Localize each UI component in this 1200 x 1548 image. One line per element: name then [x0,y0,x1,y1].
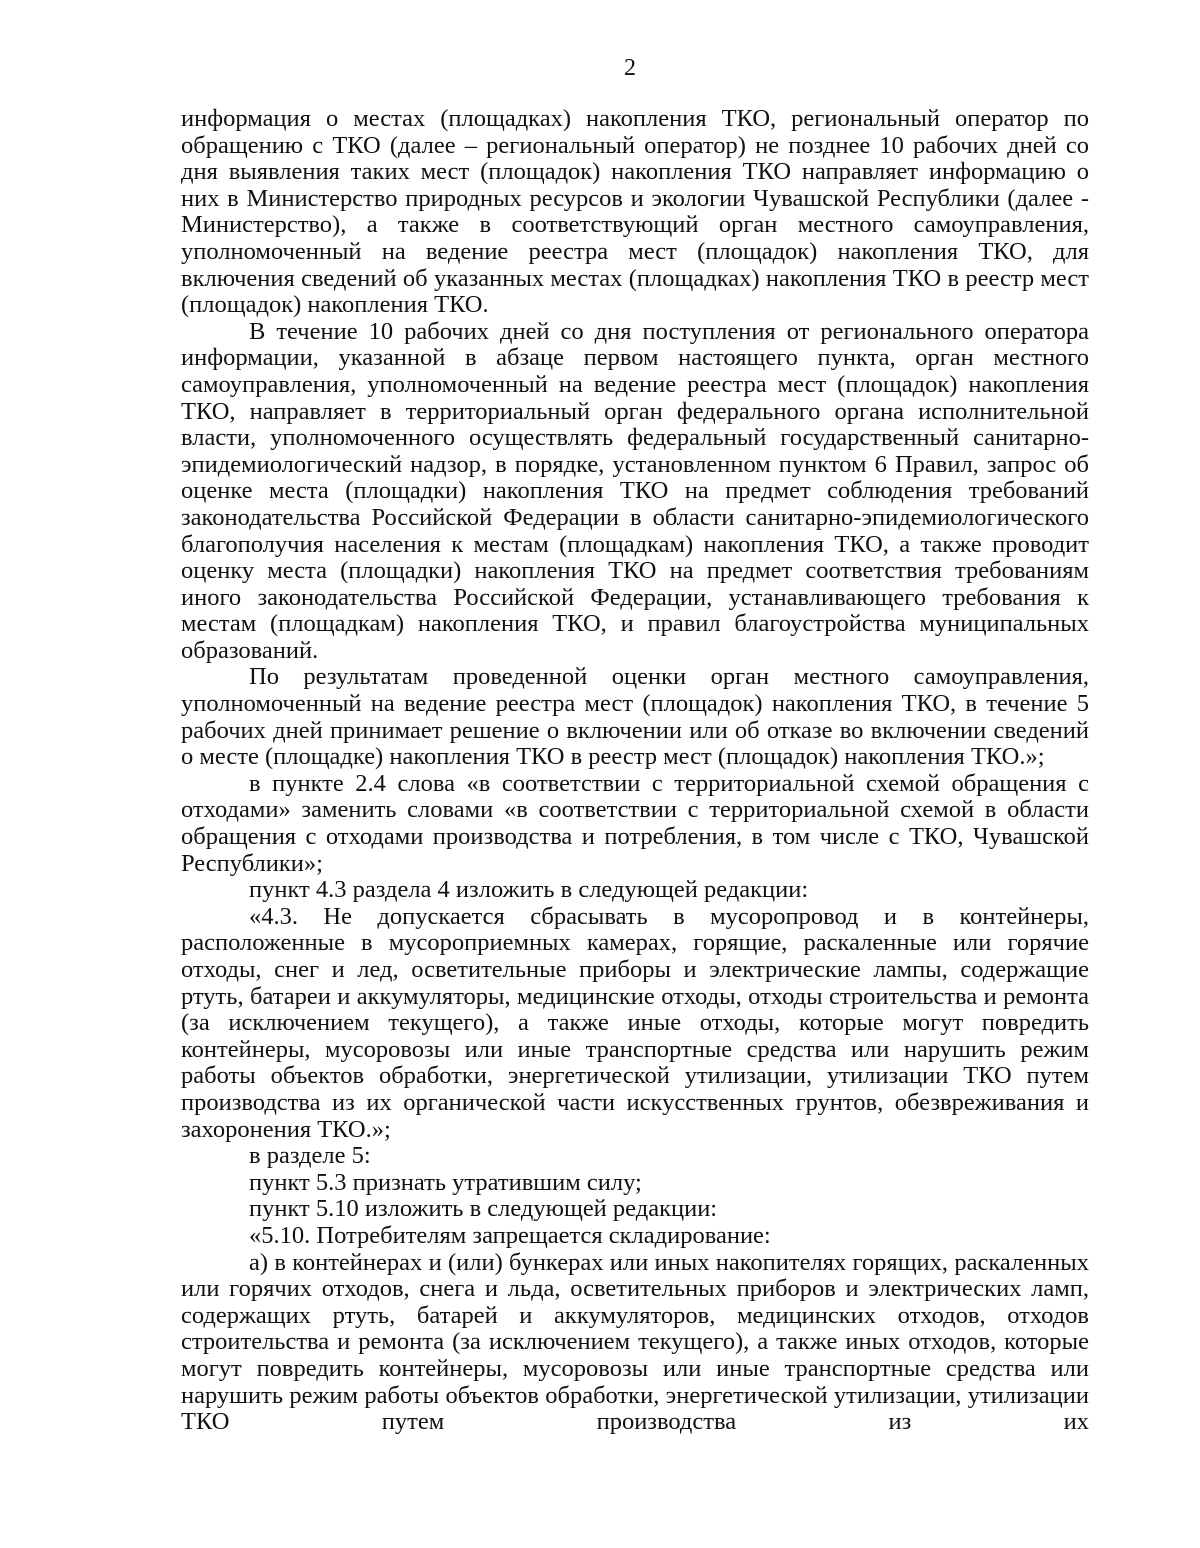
paragraph-section-5: в разделе 5: [249,1142,371,1170]
document-body [181,106,1089,1436]
paragraph-clause-5-3: пункт 5.3 признать утратившим силу; [249,1168,642,1196]
page-number: 2 [624,55,636,81]
paragraph-clause-5-10-intro: пункт 5.10 изложить в следующей редакции: [249,1195,718,1223]
paragraph-clause-5-10-a: а) в контейнерах и (или) бункерах или иных накопителях горящих, раскаленных или горячих отходов, снега и льда, осветительных приборов и электрических ламп, содержащих ртуть, батарей и аккумуляторов, медицинских отходов, отходов строительства и ремонта (за исключением текущего), а также иных отходов, которые могут повредить контейнеры, мусоровозы или иные транспортные средства или нарушить режим работы объектов обработки, энергетической утилизации, утилизации ТКО путем производства из их [181,1248,1089,1436]
paragraph-clause-4-3-text: «4.3. Не допускается сбрасывать в мусоропровод и в контейнеры, расположенные в мусороприемных камерах, горящие, раскаленные или горячие отходы, снег и лед, осветительные приборы и электрические лампы, содержащие ртуть, батареи и аккумуляторы, медицинские отходы, отходы строительства и ремонта (за исключением текущего), а также иные отходы, которые могут повредить контейнеры, мусоровозы или иные транспортные средства или нарушить режим работы объектов обработки, энергетической утилизации, утилизации ТКО путем производства из их органической части искусственных грунтов, обезвреживания и захоронения ТКО.»; [181,902,1089,1143]
paragraph-clause-2-4: в пункте 2.4 слова «в соответствии с территориальной схемой обращения с отходами» заменить словами «в соответствии с территориальной схемой в области обращения с отходами производства и потребления, в том числе с ТКО, Чувашской Республики»; [181,769,1089,877]
paragraph-region-operator-info: информация о местах (площадках) накопления ТКО, региональный оператор по обращению с ТКО (далее – региональный оператор) не позднее 10 рабочих дней со дня выявления таких мест (площадок) накопления ТКО направляет информацию о них в Министерство природных ресурсов и экологии Чувашской Республики (далее - Министерство), а также в соответствующий орган местного самоуправления, уполномоченный на ведение реестра мест (площадок) накопления ТКО, для включения сведений об указанных местах (площадках) накопления ТКО в реестр мест (площадок) накопления ТКО. [181,105,1089,319]
paragraph-assessment-results: По результатам проведенной оценки орган местного самоуправления, уполномоченный на ведение реестра мест (площадок) накопления ТКО, в течение 5 рабочих дней принимает решение о включении или об отказе во включении сведений о месте (площадке) накопления ТКО в реестр мест (площадок) накопления ТКО.»; [181,663,1089,771]
paragraph-clause-4-3-intro: пункт 4.3 раздела 4 изложить в следующей редакции: [249,876,809,904]
paragraph-clause-5-10-title: «5.10. Потребителям запрещается складирование: [249,1221,771,1249]
paragraph-ten-working-days: В течение 10 рабочих дней со дня поступления от регионального оператора информации, указанной в абзаце первом настоящего пункта, орган местного самоуправления, уполномоченный на ведение реестра мест (площадок) накопления ТКО, направляет в территориальный орган федерального органа исполнительной власти, уполномоченного осуществлять федеральный государственный санитарно-эпидемиологический надзор, в порядке, установленном пунктом 6 Правил, запрос об оценке места (площадки) накопления ТКО на предмет соблюдения требований законодательства Российской Федерации в области санитарно-эпидемиологического благополучия населения к местам (площадкам) накопления ТКО, а также проводит оценку места (площадки) накопления ТКО на предмет соответствия требованиям иного законодательства Российской Федерации, устанавливающего требования к местам (площадкам) накопления ТКО, и правил благоустройства муниципальных образований. [181,317,1089,664]
